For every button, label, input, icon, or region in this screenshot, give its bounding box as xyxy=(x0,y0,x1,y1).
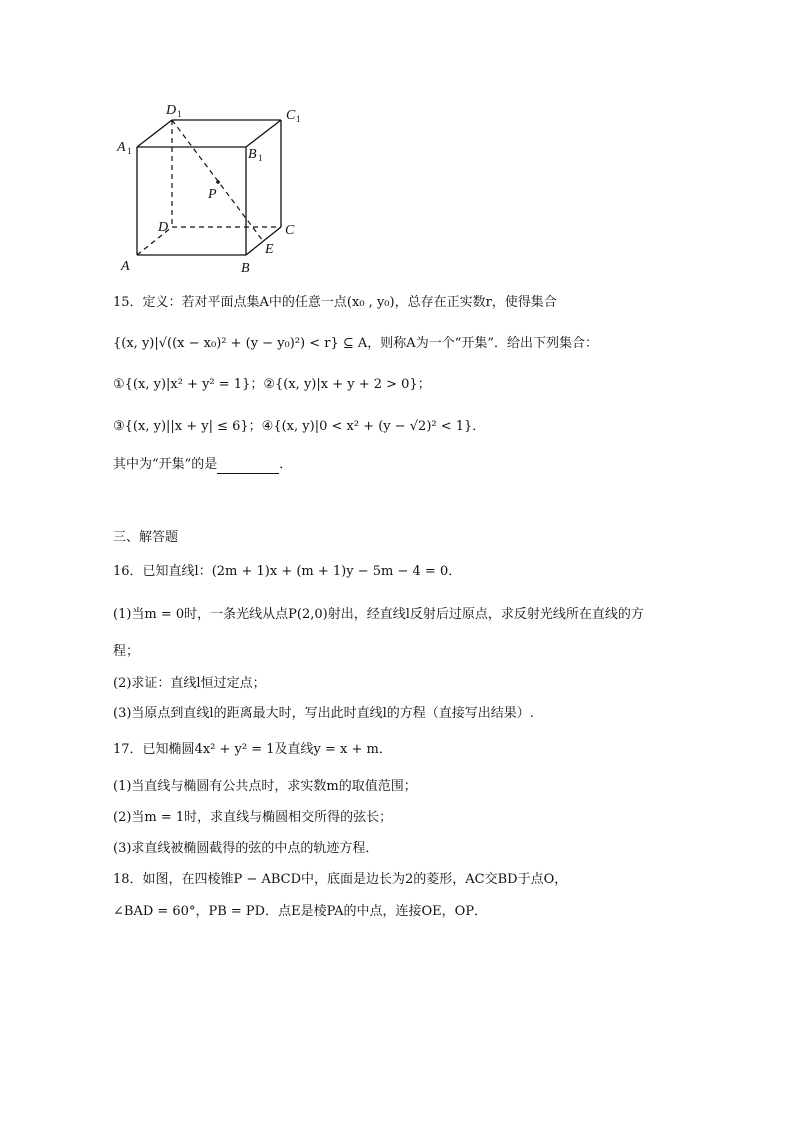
q18-line1: 18．如图，在四棱锥P − ABCD中，底面是边长为2的菱形，AC交BD于点O， xyxy=(113,872,568,887)
q15-line3: ①{(x, y)|x² + y² = 1}；②{(x, y)|x + y + 2 > 0}； xyxy=(113,377,431,392)
q18-line2: ∠BAD = 60°，PB = PD．点E是棱PA的中点，连接OE，OP． xyxy=(113,904,488,919)
q15-line5 xyxy=(113,456,292,474)
q15-line5-suffix: ． xyxy=(279,457,293,472)
answer-blank xyxy=(217,460,279,474)
q16-line1: 16．已知直线l：(2m + 1)x + (m + 1)y − 5m − 4 = 0． xyxy=(113,564,462,579)
edge-b-c xyxy=(246,227,281,255)
label-d1: D xyxy=(166,103,177,118)
q17-line1: 17．已知椭圆4x² + y² = 1及直线y = x + m． xyxy=(113,742,392,757)
label-b1-sub: 1 xyxy=(258,153,263,163)
point-p xyxy=(216,180,220,184)
q16-line2: (1)当m = 0时，一条光线从点P(2,0)射出，经直线l反射后过原点，求反射光线所在直线的方 xyxy=(113,607,644,622)
label-c1-sub: 1 xyxy=(296,114,301,124)
label-p: P xyxy=(208,187,217,202)
cube-figure xyxy=(110,100,310,280)
q15-line5-prefix: 其中为“开集”的是 xyxy=(113,457,218,472)
q17-line3: (2)当m = 1时，求直线与椭圆相交所得的弦长； xyxy=(113,810,393,825)
label-c1: C xyxy=(286,108,296,123)
q17-line2: (1)当直线与椭圆有公共点时，求实数m的取值范围； xyxy=(113,779,417,794)
q17-line4: (3)求直线被椭圆截得的弦的中点的轨迹方程． xyxy=(113,841,379,856)
q16-line5: (3)当原点到直线l的距离最大时，写出此时直线l的方程（直接写出结果）. xyxy=(113,706,534,721)
label-a1-sub: 1 xyxy=(127,146,132,156)
edge-b1-c1 xyxy=(246,120,281,147)
q15-line4: ③{(x, y)||x + y| ≤ 6}；④{(x, y)|0 < x² + (y − √2)² < 1}． xyxy=(113,419,486,434)
label-c: C xyxy=(285,223,295,238)
label-b1: B xyxy=(248,147,257,162)
q16-line3: 程； xyxy=(113,644,140,659)
q15-line1: 15．定义：若对平面点集A中的任意一点(x₀ , y₀)，总存在正实数r，使得集合 xyxy=(113,295,557,310)
section-heading: 三、解答题 xyxy=(113,530,179,545)
edge-a1-d1 xyxy=(137,120,172,147)
q16-line4: (2)求证：直线l恒过定点； xyxy=(113,676,266,691)
label-b: B xyxy=(241,261,250,276)
label-d: D xyxy=(158,220,169,235)
label-a1: A xyxy=(117,140,126,155)
q15-line2: {(x, y)|√((x − x₀)² + (y − y₀)²) < r} ⊆ A，则称A为一个“开集”．给出下列集合： xyxy=(113,336,598,351)
label-a: A xyxy=(121,259,130,274)
label-d1-sub: 1 xyxy=(177,109,182,119)
label-e: E xyxy=(265,242,274,257)
